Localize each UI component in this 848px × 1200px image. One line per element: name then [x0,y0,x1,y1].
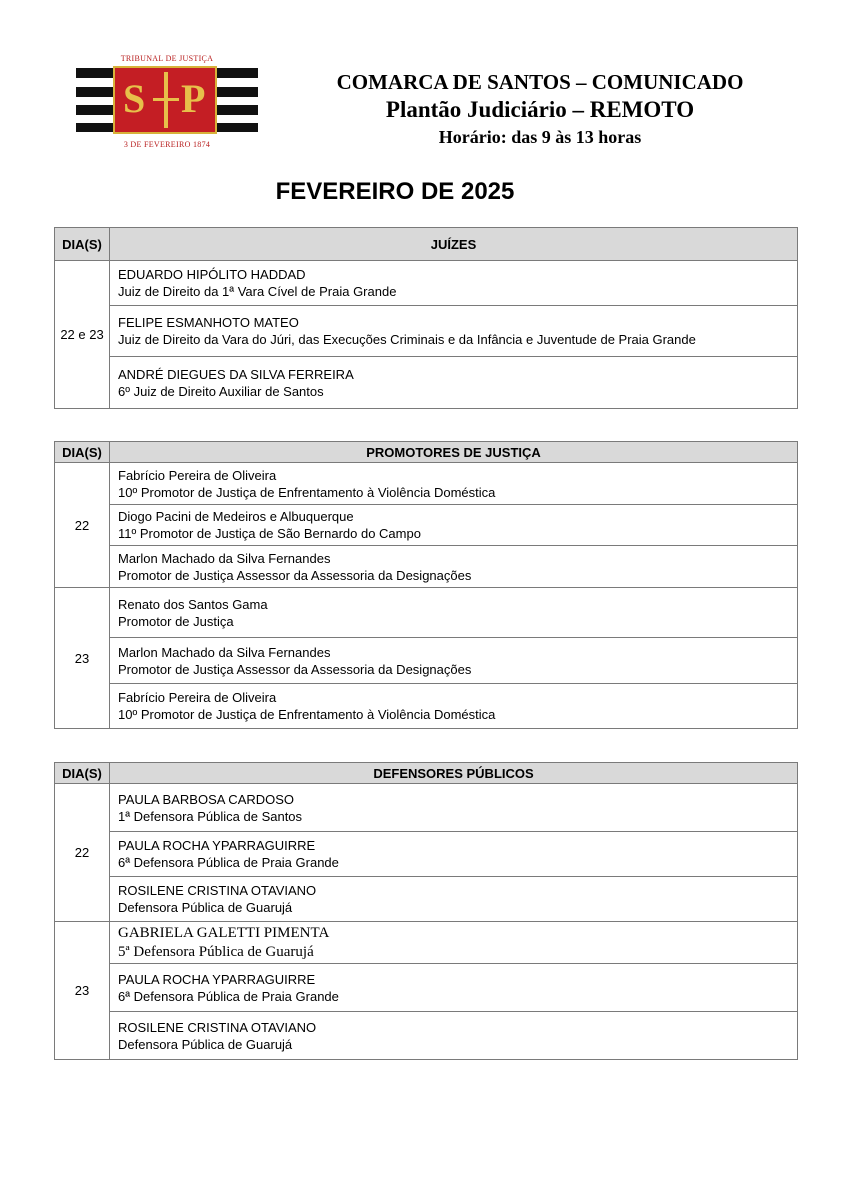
person-role: 6ª Defensora Pública de Praia Grande [118,855,339,870]
table-row [55,877,798,922]
person-role: Defensora Pública de Guarujá [118,1036,293,1052]
person-name: PAULA BARBOSA CARDOSO [118,791,295,807]
person-name: Marlon Machado da Silva Fernandes [118,550,331,566]
person-role: 6º Juiz de Direito Auxiliar de Santos [118,383,324,399]
person-name: PAULA ROCHA YPARRAGUIRRE [118,838,316,853]
person-role: Promotor de Justiça Assessor da Assessoria da Designações [118,661,472,677]
col-header-day: DIA(S) [55,228,110,261]
person-cell [110,922,798,964]
person-cell [110,588,798,638]
person-name: ROSILENE CRISTINA OTAVIANO [118,883,317,898]
sword-guard-icon [153,98,179,101]
person-role: 5ª Defensora Pública de Guarujá [118,943,314,960]
person-cell [110,463,798,505]
person-role: 1ª Defensora Pública de Santos [118,808,303,824]
person-cell [110,546,798,588]
table-row [55,546,798,588]
person-role: 11º Promotor de Justiça de São Bernardo do Campo [118,526,421,541]
table-row [55,784,798,832]
table-row [55,357,798,409]
col-header-judges: JUÍZES [110,228,798,261]
page-title: COMARCA DE SANTOS – COMUNICADO [336,70,744,94]
person-role: Juiz de Direito da Vara do Júri, das Execuções Criminais e da Infância e Juventude de Praia Grande [118,332,696,347]
person-name: Marlon Machado da Silva Fernandes [118,644,331,660]
logo-top-text: TRIBUNAL DE JUSTIÇA [120,54,214,63]
person-name: GABRIELA GALETTI PIMENTA [118,924,330,941]
col-header-day: DIA(S) [55,442,110,463]
person-cell [110,306,798,357]
person-cell [110,784,798,832]
person-role: 10º Promotor de Justiça de Enfrentamento à Violência Doméstica [118,707,496,722]
person-cell [110,505,798,546]
person-name: EDUARDO HIPÓLITO HADDAD [118,267,306,282]
person-role: Promotor de Justiça Assessor da Assessoria da Designações [118,567,472,583]
day-cell: 22 e 23 [55,261,110,409]
day-cell: 22 [55,463,110,588]
table-row [55,832,798,877]
person-cell [110,684,798,729]
person-cell [110,877,798,922]
col-header-defenders: DEFENSORES PÚBLICOS [110,763,798,784]
person-name: Renato dos Santos Gama [118,596,268,612]
day-cell: 22 [55,784,110,922]
logo-shield [113,66,217,134]
day-cell: 23 [55,588,110,729]
table-row [55,638,798,684]
person-name: Fabrício Pereira de Oliveira [118,467,277,483]
table-row [55,261,798,306]
person-role: 10º Promotor de Justiça de Enfrentamento à Violência Doméstica [118,484,496,500]
logo-letter-s: S [123,76,146,121]
person-name: ANDRÉ DIEGUES DA SILVA FERREIRA [118,366,354,382]
prosecutors-table [54,441,798,729]
logo-letter-p: P [181,76,206,121]
schedule-text: Horário: das 9 às 13 horas [438,127,642,147]
table-row [55,588,798,638]
person-cell [110,638,798,684]
header-titles [260,68,820,150]
person-role: 6ª Defensora Pública de Praia Grande [118,988,339,1004]
person-cell [110,357,798,409]
table-row [55,463,798,505]
month-title: FEVEREIRO DE 2025 [275,178,515,205]
person-cell [110,964,798,1012]
person-name: ROSILENE CRISTINA OTAVIANO [118,1019,317,1035]
person-cell [110,1012,798,1060]
table-row [55,684,798,729]
col-header-prosecutors: PROMOTORES DE JUSTIÇA [110,442,798,463]
day-cell: 23 [55,922,110,1060]
table-row [55,1012,798,1060]
person-cell [110,261,798,306]
table-row [55,505,798,546]
col-header-day: DIA(S) [55,763,110,784]
person-cell [110,832,798,877]
person-role: Promotor de Justiça [118,613,234,629]
person-name: FELIPE ESMANHOTO MATEO [118,315,299,330]
table-row [55,964,798,1012]
logo-bottom-text: 3 DE FEVEREIRO 1874 [123,140,211,149]
person-name: Diogo Pacini de Medeiros e Albuquerque [118,509,354,524]
defenders-table [54,762,798,1060]
person-name: Fabrício Pereira de Oliveira [118,690,277,705]
person-role: Defensora Pública de Guarujá [118,900,293,915]
tribunal-logo [76,50,258,152]
person-role: Juiz de Direito da 1ª Vara Cível de Praia Grande [118,284,397,299]
page-subtitle: Plantão Judiciário – REMOTO [385,97,695,122]
table-row [55,922,798,964]
person-name: PAULA ROCHA YPARRAGUIRRE [118,971,316,987]
judges-table [54,227,798,409]
table-row [55,306,798,357]
